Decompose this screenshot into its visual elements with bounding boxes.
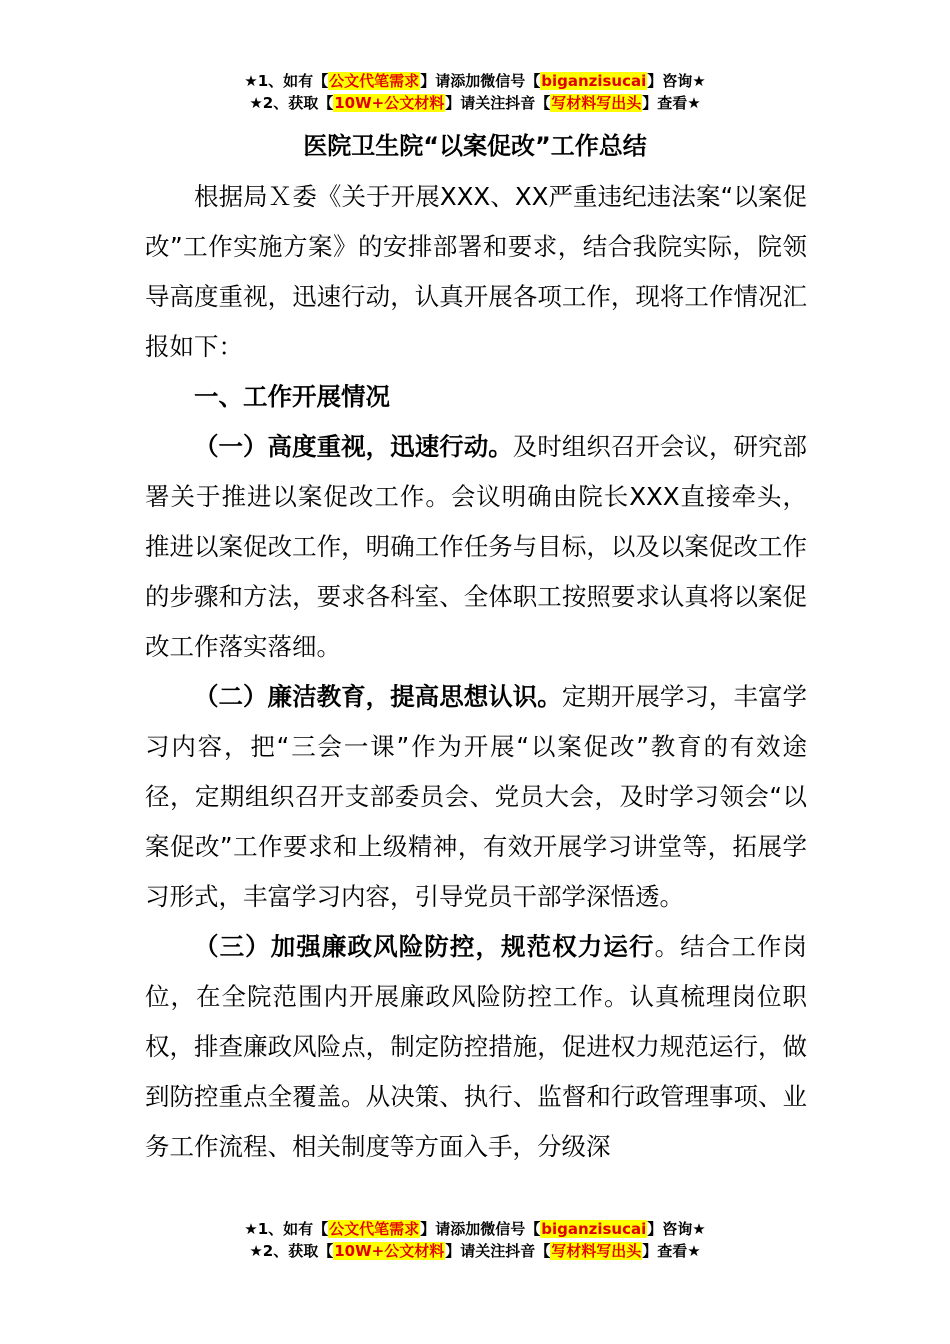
banner-text: 】请关注抖音【: [445, 1242, 551, 1260]
intro-paragraph: 根据局Ｘ委《关于开展XXX、XX严重违纪违法案“以案促改”工作实施方案》的安排部署和要求，结合我院实际，院领导高度重视，迅速行动，认真开展各项工作，现将工作情况汇报如下：: [145, 182, 807, 361]
paragraph-2: [145, 672, 807, 922]
document-title: 医院卫生院“以案促改”工作总结: [303, 132, 647, 160]
paragraph-text: 定期开展学习，丰富学习内容，把“三会一课”作为开展“以案促改”教育的有效途径，定期组织召开支部委员会、党员大会，及时学习领会“以案促改”工作要求和上级精神，有效开展学习讲堂等，拓展学习形式，丰富学习内容，引导党员干部学深悟透。: [145, 682, 807, 911]
banner-highlight: 公文代笔需求: [329, 1220, 420, 1238]
banner-text: 】查看★: [642, 94, 701, 112]
banner-text: 】请添加微信号【: [420, 1220, 541, 1238]
banner-text: 】查看★: [642, 1242, 701, 1260]
paragraph-text: 及时组织召开会议，研究部署关于推进以案促改工作。会议明确由院长XXX直接牵头，推进以案促改工作，明确工作任务与目标，以及以案促改工作的步骤和方法，要求各科室、全体职工按照要求认真将以案促改工作落实落细。: [145, 432, 808, 661]
banner-text: ★2、获取【: [249, 1242, 334, 1260]
banner-line-1: [0, 70, 950, 92]
top-banner: [0, 70, 950, 114]
banner-text: 】咨询★: [647, 1220, 706, 1238]
banner-highlight: biganzisucai: [541, 72, 647, 90]
banner-highlight: biganzisucai: [541, 1220, 647, 1238]
paragraph-heading: （一）高度重视，迅速行动。: [194, 432, 513, 461]
banner-text: 】请添加微信号【: [420, 72, 541, 90]
banner-highlight: 10W+公文材料: [334, 1242, 445, 1260]
banner-text: 】请关注抖音【: [445, 94, 551, 112]
document-body: [145, 172, 807, 1172]
banner-text: 】咨询★: [647, 72, 706, 90]
banner-highlight: 写材料写出头: [551, 94, 642, 112]
paragraph-heading: （二）廉洁教育，提高思想认识。: [194, 682, 562, 711]
paragraph-text: 。结合工作岗位，在全院范围内开展廉政风险防控工作。认真梳理岗位职权，排查廉政风险点，制定防控措施，促进权力规范运行，做到防控重点全覆盖。从决策、执行、监督和行政管理事项、业务工作流程、相关制度等方面入手，分级深: [145, 932, 808, 1161]
paragraph-3: [145, 922, 807, 1172]
banner-line-2: [0, 1240, 950, 1262]
banner-text: ★1、如有【: [244, 72, 329, 90]
bottom-banner: [0, 1218, 950, 1262]
banner-text: ★2、获取【: [249, 94, 334, 112]
banner-text: ★1、如有【: [244, 1220, 329, 1238]
paragraph-heading: （三）加强廉政风险防控，规范权力运行: [194, 932, 655, 961]
banner-highlight: 10W+公文材料: [334, 94, 445, 112]
banner-highlight: 公文代笔需求: [329, 72, 420, 90]
banner-line-2: [0, 92, 950, 114]
banner-highlight: 写材料写出头: [551, 1242, 642, 1260]
paragraph-1: [145, 422, 807, 672]
banner-line-1: [0, 1218, 950, 1240]
section-heading: 一、工作开展情况: [194, 382, 390, 411]
